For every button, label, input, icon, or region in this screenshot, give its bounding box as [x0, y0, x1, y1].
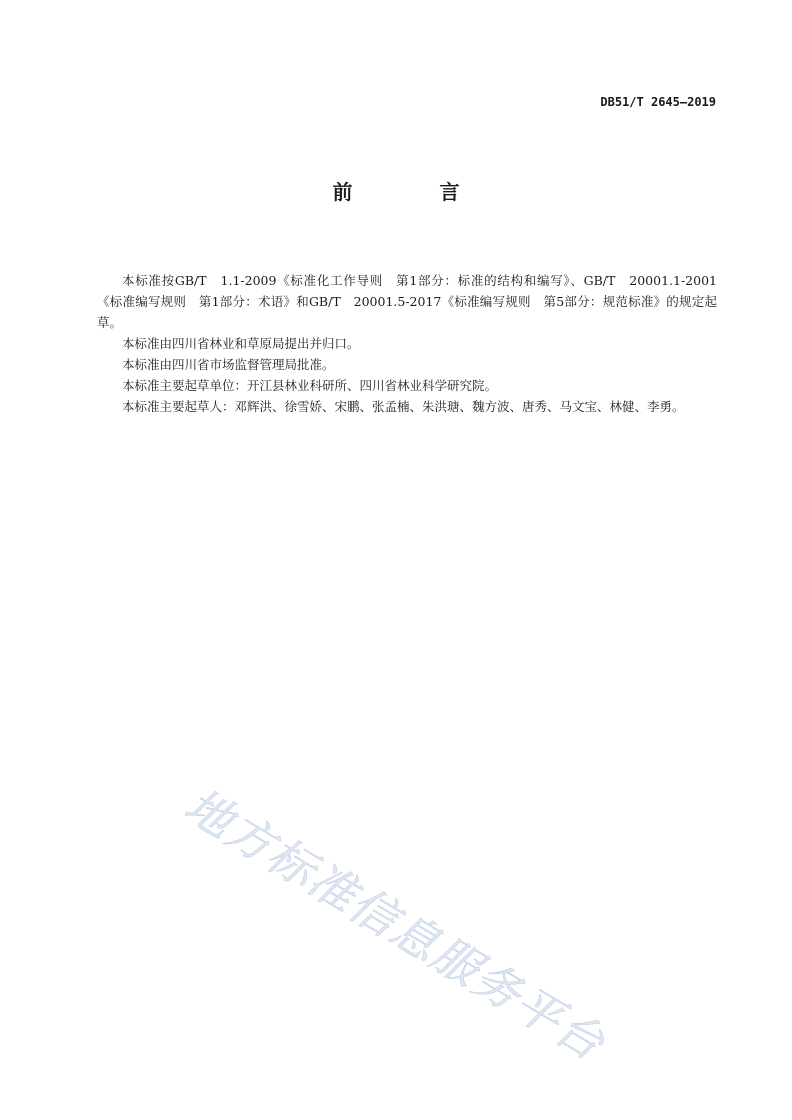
page-title: 前 言 — [332, 180, 500, 204]
paragraph-approver: 本标准由四川省市场监督管理局批准。 — [122, 357, 335, 372]
preface-body — [97, 270, 717, 417]
watermark: 地方标准信息服务平台 — [175, 777, 615, 1072]
paragraph-drafters: 本标准主要起草人：邓辉洪、徐雪娇、宋鹏、张孟楠、朱洪瑭、魏方波、唐秀、马文宝、林健、李勇。 — [122, 399, 685, 414]
paragraph-proposer: 本标准由四川省林业和草原局提出并归口。 — [122, 336, 360, 351]
paragraph-drafting-rules: 本标准按GB/T 1.1-2009《标准化工作导则 第1部分：标准的结构和编写》、GB/T 20001.1-2001《标准编写规则 第1部分：术语》和GB/T 20001.5-2017《标准编写规则 第5部分：规范标准》的规定起草。 — [97, 273, 717, 330]
document-code: DB51/T 2645—2019 — [600, 95, 716, 109]
paragraph-drafting-units: 本标准主要起草单位：开江县林业科研所、四川省林业科学研究院。 — [122, 378, 498, 393]
